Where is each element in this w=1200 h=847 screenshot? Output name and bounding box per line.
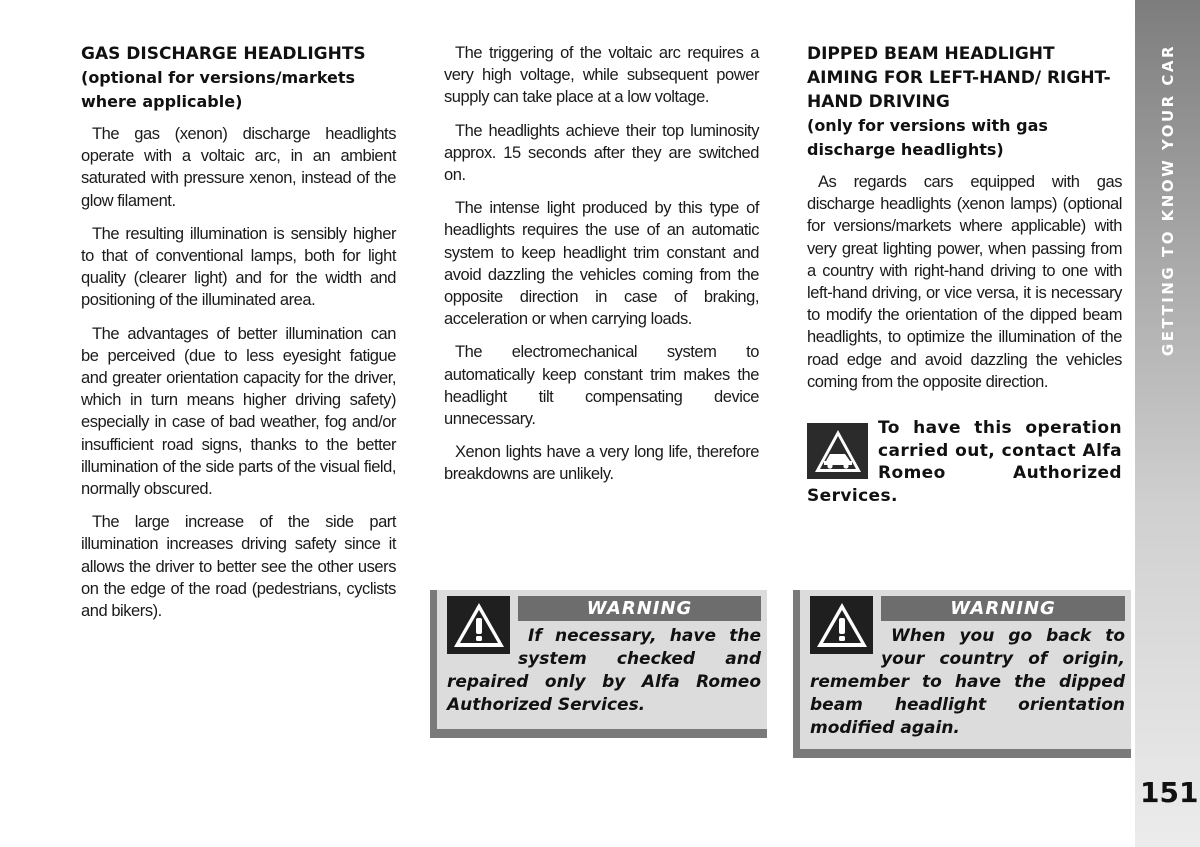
paragraph: The gas (xenon) discharge headlights operate with a voltaic arc, in an ambient saturated with pressure xenon, instead of the glow filament. xyxy=(81,125,396,210)
subheading-gas-discharge-versions: (only for versions with gas discharge headlights) xyxy=(807,116,1048,159)
page-number: 151 xyxy=(1140,776,1199,809)
column-dipped-beam-aiming xyxy=(807,42,1122,507)
warning-label: WARNING xyxy=(881,596,1125,621)
subheading-optional-versions: (optional for versions/markets where applicable) xyxy=(81,68,356,111)
warning-box-system-check xyxy=(430,590,767,738)
paragraph: The headlights achieve their top luminosity approx. 15 seconds after they are switched on. xyxy=(444,121,759,185)
exclamation-triangle-icon xyxy=(810,596,873,654)
service-note-text: To have this operation carried out, contact Alfa Romeo Authorized Services. xyxy=(807,418,1122,506)
warning-box-orientation xyxy=(793,590,1131,758)
warning-text: When you go back to your country of origin, remember to have the dipped beam headlight orientation modified again. xyxy=(810,626,1125,738)
paragraph: As regards cars equipped with gas discharge headlights (xenon lamps) (optional for versions/markets where applicable) with very great lighting power, when passing from a country with right-hand driving to one with left-hand driving, or vice versa, it is necessary to modify the orientation of the dipped beam headlights, to optimize the illumination of the road edge and avoid dazzling the vehicles coming from the opposite direction. xyxy=(807,173,1122,391)
warning-text: If necessary, have the system checked and repaired only by Alfa Romeo Authorized Services. xyxy=(447,626,761,715)
paragraph: The triggering of the voltaic arc requires a very high voltage, while subsequent power supply can take place at a low voltage. xyxy=(444,44,759,107)
heading-dipped-beam-aiming: DIPPED BEAM HEADLIGHT AIMING FOR LEFT-HAND/ RIGHT-HAND DRIVING xyxy=(807,44,1111,112)
exclamation-triangle-icon xyxy=(447,596,510,654)
paragraph: Xenon lights have a very long life, therefore breakdowns are unlikely. xyxy=(444,443,759,484)
paragraph: The advantages of better illumination can be perceived (due to less eyesight fatigue and greater orientation capacity for the driver, which in turn means higher driving safety) especially in case of bad weather, fog and/or insufficient road signs, thanks to the better illumination of the side parts of the visual field, normally obscured. xyxy=(81,324,396,499)
heading-gas-discharge-headlights: GAS DISCHARGE HEADLIGHTS xyxy=(81,44,366,64)
paragraph: The resulting illumination is sensibly higher to that of conventional lamps, both for light quality (clearer light) and for the width and positioning of the illuminated area. xyxy=(81,224,396,310)
column-gas-discharge xyxy=(81,42,396,633)
paragraph: The electromechanical system to automatically keep constant trim makes the headlight tilt compensating device unnecessary. xyxy=(444,343,759,429)
column-voltaic-arc xyxy=(444,42,759,497)
warning-label: WARNING xyxy=(518,596,761,621)
car-warning-triangle-icon xyxy=(807,423,868,479)
paragraph: The large increase of the side part illumination increases driving safety since it allows the driver to better see the other users on the edge of the road (pedestrians, cyclists and bikers). xyxy=(81,513,396,621)
paragraph: The intense light produced by this type of headlights requires the use of an automatic system to keep headlight trim constant and avoid dazzling the vehicles coming from the opposite direction in case of braking, acceleration or when carrying loads. xyxy=(444,199,759,329)
service-note xyxy=(807,417,1122,507)
section-title-vertical: GETTING TO KNOW YOUR CAR xyxy=(1159,43,1177,357)
